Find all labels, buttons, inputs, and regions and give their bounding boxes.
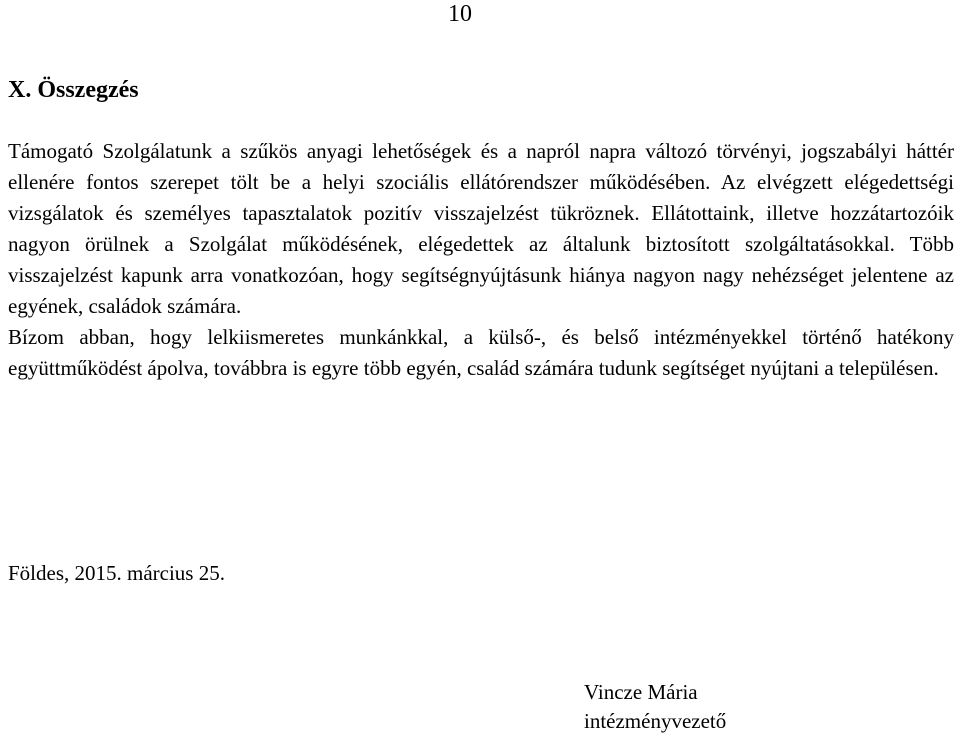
paragraph-outlook: Bízom abban, hogy lelkiismeretes munkánkkal, a külső-, és belső intézményekkel történő hatékony együttműködést ápolva, továbbra is egyre több egyén, család számára tudunk segítséget nyújtani a településen. <box>8 325 954 380</box>
signer-title: intézményvezető <box>584 709 727 733</box>
place-and-date: Földes, 2015. március 25. <box>8 561 225 585</box>
signature-block <box>584 678 726 736</box>
page-number: 10 <box>448 1 472 27</box>
paragraph-summary: Támogató Szolgálatunk a szűkös anyagi lehetőségek és a napról napra változó törvényi, jogszabályi háttér ellenére fontos szerepet tölt be a helyi szociális ellátórendszer működésében. Az elvégzett elégedettségi vizsgálatok és személyes tapasztalatok pozitív visszajelzést tükröznek. Ellátottaink, illetve hozzátartozóik nagyon örülnek a Szolgálat működésének, elégedettek az általunk biztosított szolgáltatásokkal. Több visszajelzést kapunk arra vonatkozóan, hogy segítségnyújtásunk hiánya nagyon nagy nehézséget jelentene az egyének, családok számára. <box>8 139 954 318</box>
section-heading: X. Összegzés <box>8 77 139 103</box>
signer-name: Vincze Mária <box>584 680 698 704</box>
section-body <box>8 136 954 384</box>
